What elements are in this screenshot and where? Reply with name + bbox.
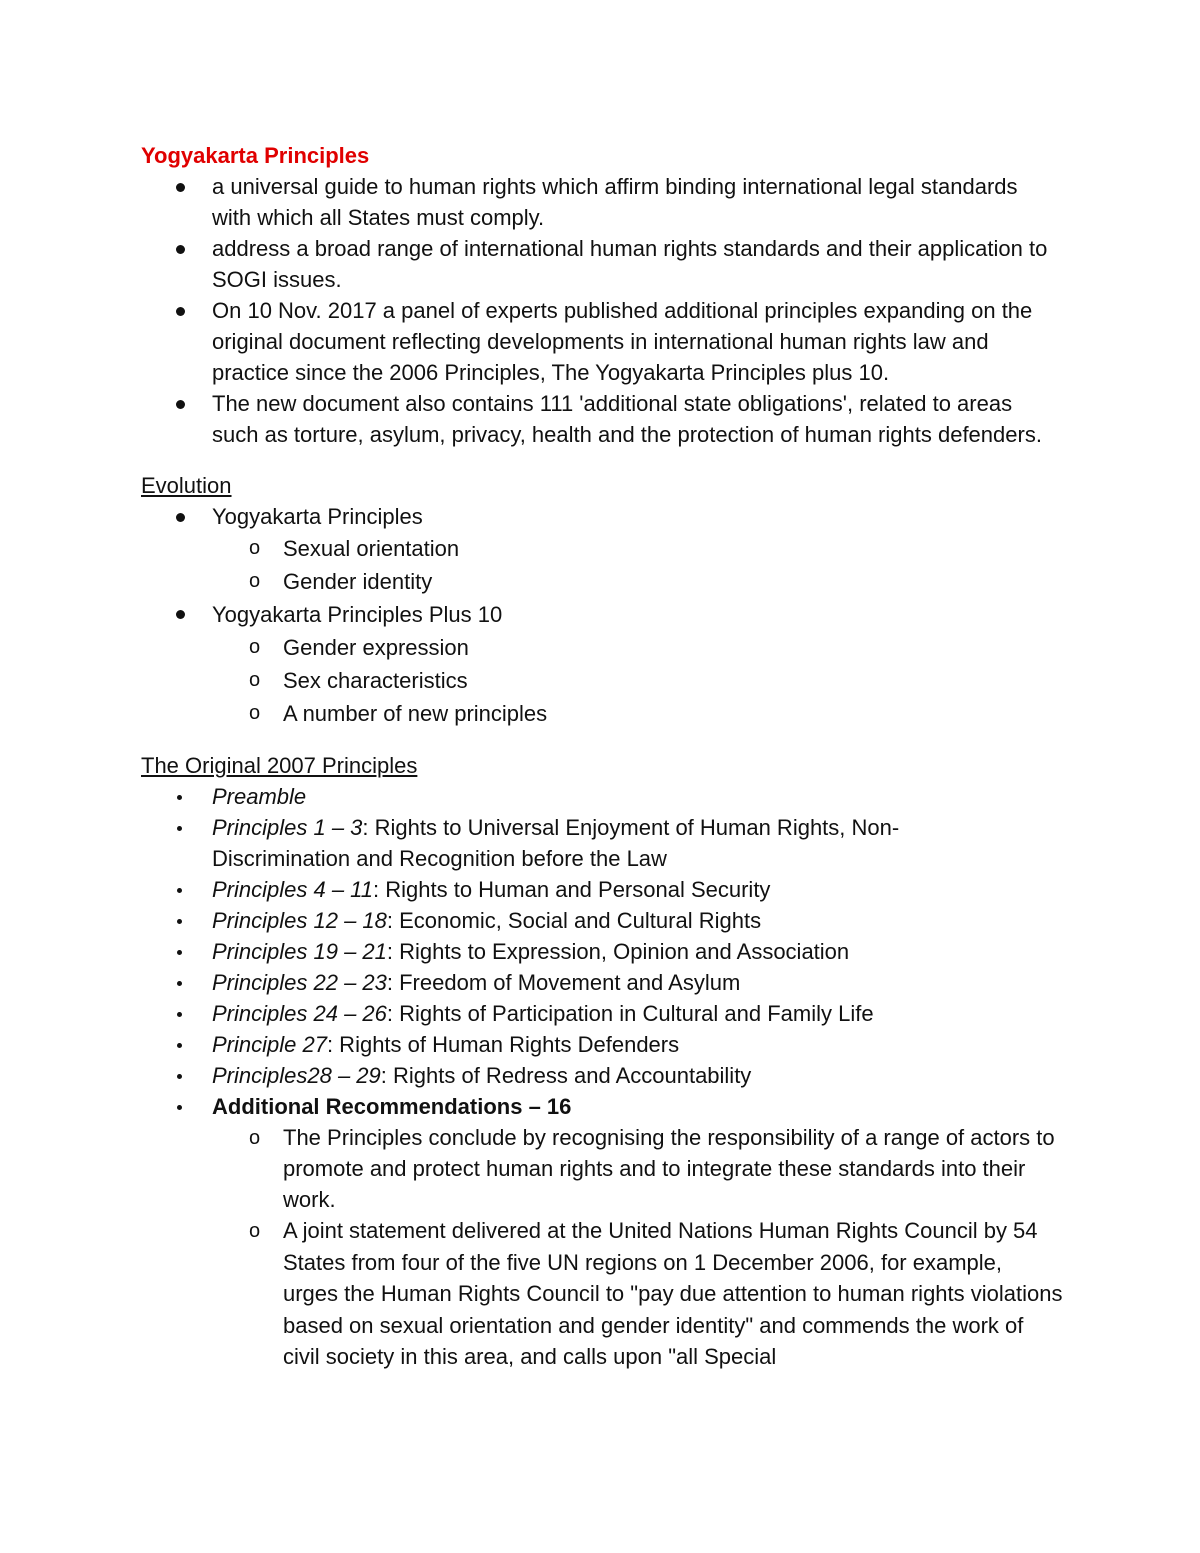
- principle-description: : Rights of Participation in Cultural and Family Life: [386, 1001, 874, 1026]
- principle-description: : Economic, Social and Cultural Rights: [386, 908, 762, 933]
- principle-range: Principles 1 – 3: [212, 815, 363, 840]
- list-item: [141, 598, 1060, 631]
- sub-list-item: [141, 565, 1060, 598]
- sub-list-item-text: A joint statement delivered at the United Nations Human Rights Council by 54 States from four of the five UN regions on 1 December 2006, for example, urges the Human Rights Council to "pay due attention to human rights violations based on sexual orientation and gender identity" and commends the work of civil society in this area, and calls upon "all Special: [283, 1218, 1063, 1369]
- sub-bullet-marker: o: [249, 1127, 261, 1149]
- sub-list-item: [141, 1215, 1063, 1373]
- sub-list-item-text: The Principles conclude by recognising the responsibility of a range of actors to promote and protect human rights and to integrate these standards into their work.: [283, 1125, 1055, 1212]
- principle-range: Principles 19 – 21: [212, 939, 387, 964]
- list-item: [141, 905, 1052, 936]
- list-item-text: The new document also contains 111 'additional state obligations', related to areas such as torture, asylum, privacy, health and the protection of human rights defenders.: [212, 391, 1042, 447]
- sub-list-item-text: Sexual orientation: [283, 536, 460, 561]
- additional-recommendations-label: Additional Recommendations – 16: [212, 1094, 572, 1119]
- list-item-text: Yogyakarta Principles: [212, 504, 423, 529]
- sub-list-item-text: Gender expression: [283, 635, 469, 660]
- sub-list-item: [141, 631, 1060, 664]
- section-title-yogyakarta: Yogyakarta Principles: [141, 143, 370, 168]
- principle-range: Principles28 – 29: [212, 1063, 381, 1088]
- list-item: [141, 1060, 1052, 1091]
- principle-description: : Rights to Universal Enjoyment of Human Rights, Non-Discrimination and Recognition before the Law: [212, 815, 900, 871]
- list-item-text: address a broad range of international human rights standards and their application to SOGI issues.: [212, 236, 1048, 292]
- sub-list-item-text: A number of new principles: [283, 701, 548, 726]
- section-title-evolution: Evolution: [141, 473, 232, 498]
- list-item: [141, 1091, 1052, 1122]
- sub-list-item: [141, 1122, 1063, 1215]
- sub-bullet-marker: o: [249, 702, 261, 724]
- list-item: [141, 967, 1052, 998]
- principle-description: : Rights to Human and Personal Security: [373, 877, 771, 902]
- principle-description: : Rights to Expression, Opinion and Association: [386, 939, 850, 964]
- sub-bullet-marker: o: [249, 537, 261, 559]
- list-item: [141, 812, 982, 874]
- sub-bullet-marker: o: [249, 1220, 261, 1242]
- principle-description: : Rights of Human Rights Defenders: [326, 1032, 680, 1057]
- sub-list-item: [141, 664, 1060, 697]
- sub-list-item: [141, 532, 1060, 565]
- section-title-original-principles: The Original 2007 Principles: [141, 753, 418, 778]
- sub-bullet-marker: o: [249, 636, 261, 658]
- list-item: [141, 171, 1052, 233]
- principle-range: Principles 12 – 18: [212, 908, 387, 933]
- sub-bullet-marker: o: [249, 570, 261, 592]
- principle-range: Principles 24 – 26: [212, 1001, 387, 1026]
- principle-range: Preamble: [212, 784, 307, 809]
- list-item: [141, 998, 1052, 1029]
- evolution-list: [141, 501, 1060, 730]
- list-item: [141, 781, 982, 812]
- principle-range: Principle 27: [212, 1032, 327, 1057]
- principle-range: Principles 22 – 23: [212, 970, 387, 995]
- list-item: [141, 1029, 1052, 1060]
- sub-list-item-text: Sex characteristics: [283, 668, 468, 693]
- principle-description: : Rights of Redress and Accountability: [380, 1063, 752, 1088]
- list-item: [141, 388, 1052, 450]
- list-item: [141, 936, 1052, 967]
- list-item: [141, 874, 1052, 905]
- list-item-text: On 10 Nov. 2017 a panel of experts published additional principles expanding on the original document reflecting developments in international human rights law and practice since the 2006 Principles, The Yogyakarta Principles plus 10.: [212, 298, 1033, 385]
- sub-list-item-text: Gender identity: [283, 569, 433, 594]
- principle-range: Principles 4 – 11: [212, 877, 374, 902]
- principle-description: : Freedom of Movement and Asylum: [386, 970, 741, 995]
- list-item-text: Yogyakarta Principles Plus 10: [212, 602, 503, 627]
- list-item: [141, 295, 1052, 388]
- list-item: [141, 233, 1052, 295]
- sub-list-item: [141, 697, 1060, 730]
- original-principles-list: [141, 781, 1063, 1373]
- list-item-text: a universal guide to human rights which affirm binding international legal standards with which all States must comply.: [212, 174, 1018, 230]
- yogyakarta-bullet-list: [141, 171, 1060, 450]
- sub-bullet-marker: o: [249, 669, 261, 691]
- list-item: [141, 501, 1060, 532]
